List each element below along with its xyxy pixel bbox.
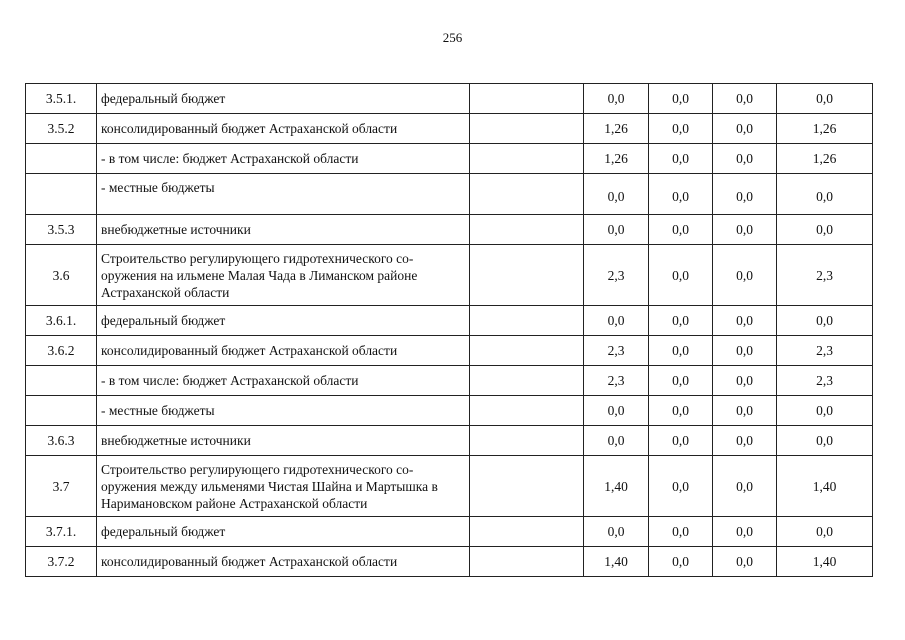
- page-number: 256: [442, 30, 463, 45]
- empty-cell: [470, 366, 584, 396]
- value-cell: 2,3: [777, 366, 873, 396]
- empty-cell: [470, 84, 584, 114]
- value-cell: 0,0: [584, 517, 649, 547]
- value-cell: 0,0: [777, 215, 873, 245]
- value-cell: 0,0: [713, 426, 777, 456]
- value-cell: 1,26: [584, 114, 649, 144]
- value-cell: 0,0: [777, 517, 873, 547]
- value-cell: 0,0: [584, 426, 649, 456]
- row-code: [26, 144, 97, 174]
- value-cell: 0,0: [649, 517, 713, 547]
- value-cell: 0,0: [713, 366, 777, 396]
- empty-cell: [470, 174, 584, 215]
- value-cell: 0,0: [713, 306, 777, 336]
- value-cell: 2,3: [584, 336, 649, 366]
- value-cell: 0,0: [584, 215, 649, 245]
- row-code: [26, 396, 97, 426]
- row-name: - в том числе: бюджет Астраханской области: [97, 366, 470, 396]
- table-row: [26, 215, 873, 245]
- row-name: консолидированный бюджет Астраханской области: [97, 547, 470, 577]
- row-name: - местные бюджеты: [97, 174, 470, 215]
- value-cell: 0,0: [584, 174, 649, 215]
- value-cell: 0,0: [584, 306, 649, 336]
- value-cell: 1,26: [584, 144, 649, 174]
- value-cell: 0,0: [713, 396, 777, 426]
- empty-cell: [470, 396, 584, 426]
- row-name: федеральный бюджет: [97, 517, 470, 547]
- value-cell: 0,0: [777, 426, 873, 456]
- value-cell: 0,0: [713, 144, 777, 174]
- value-cell: 0,0: [649, 366, 713, 396]
- value-cell: 0,0: [649, 215, 713, 245]
- table-row: [26, 517, 873, 547]
- row-name: Строительство регулирующего гидротехнического со-оружения между ильменями Чистая Шайна и Мартышка в Наримановском районе Астраханской области: [97, 456, 470, 517]
- value-cell: 0,0: [713, 456, 777, 517]
- value-cell: 0,0: [713, 547, 777, 577]
- value-cell: 0,0: [649, 144, 713, 174]
- value-cell: 1,40: [777, 456, 873, 517]
- table-row: [26, 174, 873, 215]
- value-cell: 0,0: [713, 245, 777, 306]
- row-name: внебюджетные источники: [97, 215, 470, 245]
- value-cell: 1,26: [777, 114, 873, 144]
- table-row: [26, 366, 873, 396]
- row-code: 3.7.1.: [26, 517, 97, 547]
- empty-cell: [470, 456, 584, 517]
- value-cell: 0,0: [777, 396, 873, 426]
- value-cell: 0,0: [713, 84, 777, 114]
- row-code: 3.5.2: [26, 114, 97, 144]
- row-name: Строительство регулирующего гидротехнического со-оружения на ильмене Малая Чада в Лиманском районе Астраханской области: [97, 245, 470, 306]
- value-cell: 0,0: [649, 84, 713, 114]
- value-cell: 0,0: [649, 306, 713, 336]
- value-cell: 0,0: [649, 336, 713, 366]
- table-row: [26, 84, 873, 114]
- row-code: 3.7: [26, 456, 97, 517]
- budget-table: [25, 83, 873, 577]
- row-code: 3.6.2: [26, 336, 97, 366]
- empty-cell: [470, 426, 584, 456]
- value-cell: 0,0: [649, 396, 713, 426]
- value-cell: 0,0: [777, 84, 873, 114]
- value-cell: 0,0: [713, 114, 777, 144]
- empty-cell: [470, 547, 584, 577]
- row-code: 3.6.1.: [26, 306, 97, 336]
- value-cell: 2,3: [777, 245, 873, 306]
- row-name: консолидированный бюджет Астраханской области: [97, 336, 470, 366]
- value-cell: 0,0: [584, 396, 649, 426]
- table-row: [26, 426, 873, 456]
- row-code: 3.5.3: [26, 215, 97, 245]
- value-cell: 0,0: [777, 174, 873, 215]
- row-code: 3.5.1.: [26, 84, 97, 114]
- empty-cell: [470, 144, 584, 174]
- value-cell: 2,3: [584, 245, 649, 306]
- row-code: 3.6: [26, 245, 97, 306]
- value-cell: 1,40: [777, 547, 873, 577]
- table-row: [26, 245, 873, 306]
- value-cell: 0,0: [777, 306, 873, 336]
- row-code: [26, 366, 97, 396]
- value-cell: 0,0: [649, 174, 713, 215]
- value-cell: 0,0: [649, 456, 713, 517]
- empty-cell: [470, 114, 584, 144]
- value-cell: 0,0: [584, 84, 649, 114]
- table-row: [26, 306, 873, 336]
- value-cell: 1,40: [584, 547, 649, 577]
- row-name: - местные бюджеты: [97, 396, 470, 426]
- value-cell: 0,0: [713, 336, 777, 366]
- row-code: [26, 174, 97, 215]
- value-cell: 0,0: [649, 547, 713, 577]
- row-name: внебюджетные источники: [97, 426, 470, 456]
- value-cell: 1,40: [584, 456, 649, 517]
- table-row: [26, 456, 873, 517]
- table-row: [26, 547, 873, 577]
- value-cell: 0,0: [713, 517, 777, 547]
- value-cell: 0,0: [649, 114, 713, 144]
- empty-cell: [470, 306, 584, 336]
- row-name: консолидированный бюджет Астраханской области: [97, 114, 470, 144]
- empty-cell: [470, 215, 584, 245]
- value-cell: 2,3: [777, 336, 873, 366]
- empty-cell: [470, 245, 584, 306]
- empty-cell: [470, 336, 584, 366]
- row-name: федеральный бюджет: [97, 84, 470, 114]
- table-row: [26, 144, 873, 174]
- table-row: [26, 396, 873, 426]
- row-code: 3.6.3: [26, 426, 97, 456]
- value-cell: 0,0: [649, 245, 713, 306]
- table-row: [26, 114, 873, 144]
- row-name: федеральный бюджет: [97, 306, 470, 336]
- row-name: - в том числе: бюджет Астраханской области: [97, 144, 470, 174]
- value-cell: 0,0: [713, 215, 777, 245]
- row-code: 3.7.2: [26, 547, 97, 577]
- value-cell: 0,0: [713, 174, 777, 215]
- value-cell: 2,3: [584, 366, 649, 396]
- value-cell: 0,0: [649, 426, 713, 456]
- empty-cell: [470, 517, 584, 547]
- value-cell: 1,26: [777, 144, 873, 174]
- table-row: [26, 336, 873, 366]
